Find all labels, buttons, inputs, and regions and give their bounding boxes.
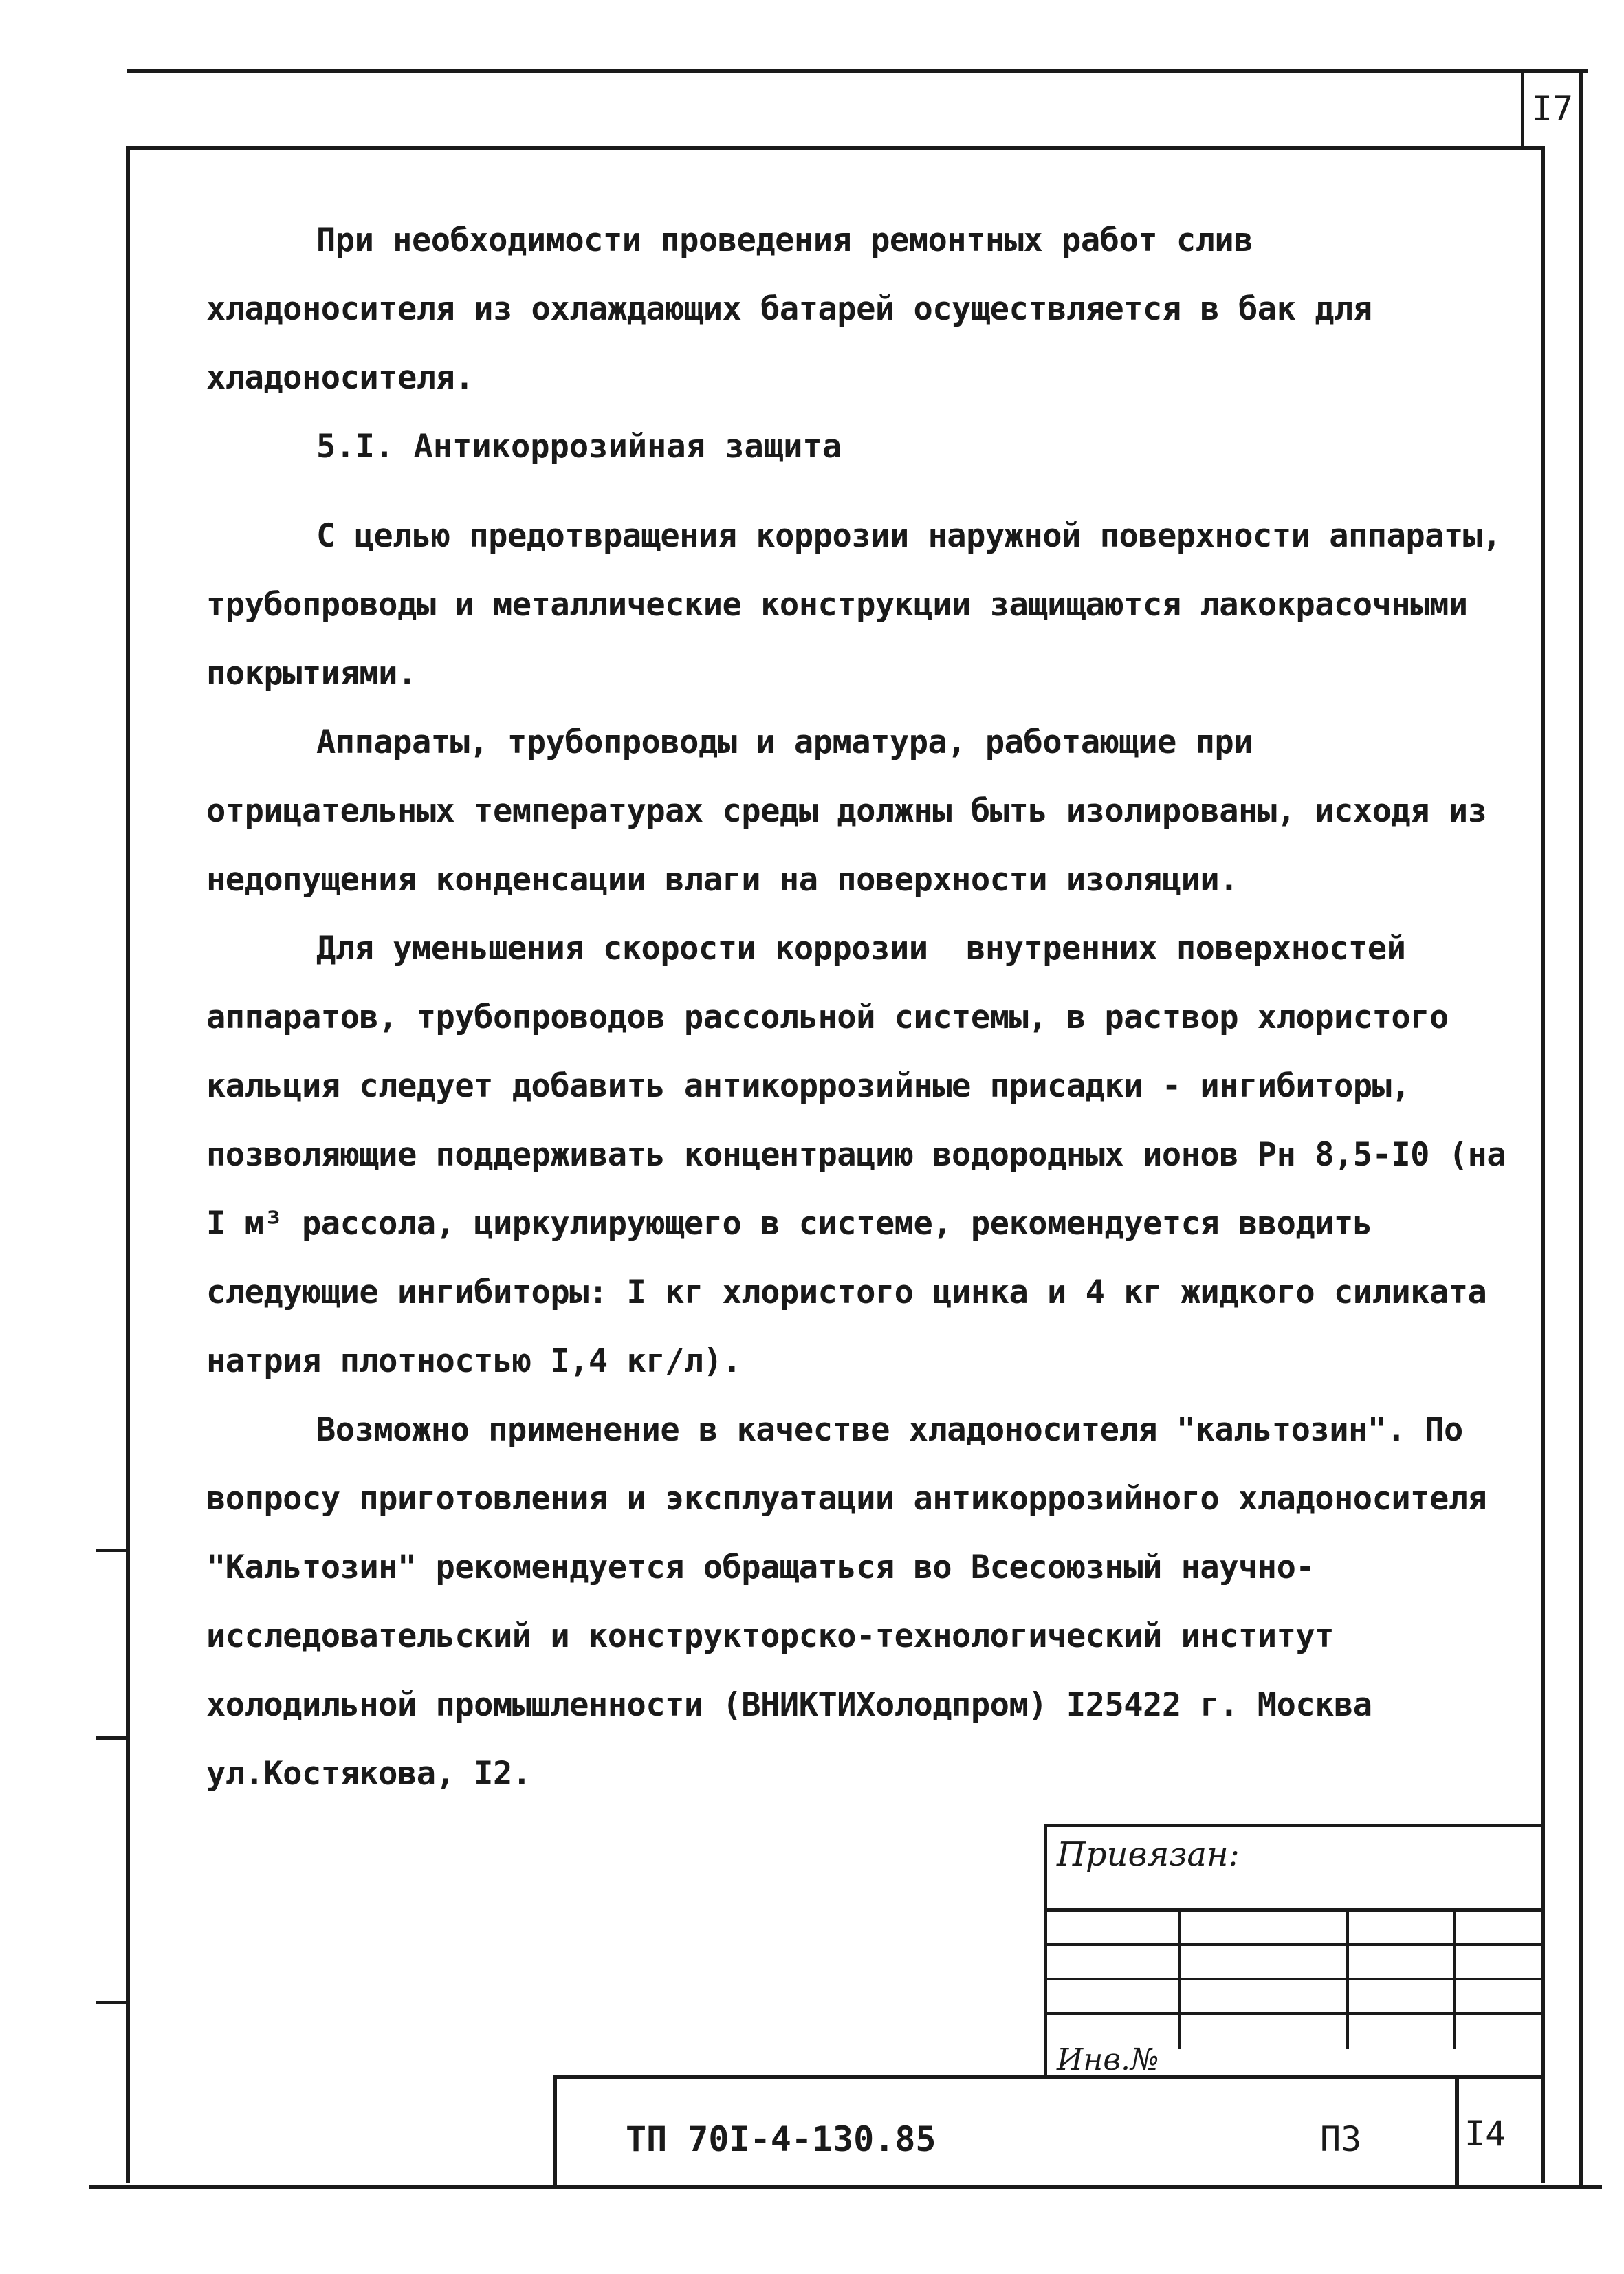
frame-inner-top <box>126 146 1542 150</box>
stamp-grid <box>1047 1912 1541 2084</box>
document-body <box>206 206 1525 1808</box>
paragraph-kaltozin: Возможно применение в качестве хладоносителя "кальтозин". По вопросу приготовления и эксплуатации антикоррозийного хладоносителя "Кальтозин" рекомендуется обращаться во Всесоюзный научно-исследовательский и конструкторско-технологический институт холодильной промышленности (ВНИКТИХолодпром) I25422 г. Москва ул.Костякова, I2. <box>206 1411 1506 1793</box>
stamp-column-divider <box>1178 1912 1181 2049</box>
frame-inner-left <box>126 148 130 2183</box>
margin-tick <box>96 1736 129 1740</box>
stamp-inventory-label: Инв.№ <box>1057 2042 1159 2077</box>
frame-outer-right <box>1579 69 1583 2187</box>
margin-tick <box>96 2001 129 2004</box>
stamp-column-divider <box>1346 1912 1349 2049</box>
paragraph-inhibitors: Для уменьшения скорости коррозии внутренних поверхностей аппаратов, трубопроводов рассольной системы, в раствор хлористого кальция следует добавить антикоррозийные присадки - ингибиторы, позволяющие поддерживать концентрацию водородных ионов Рн 8,5-I0 (на I м³ рассола, циркулирующего в системе, рекомендуется вводить следующие ингибиторы: I кг хлористого цинка и 4 кг жидкого силиката натрия плотностью I,4 кг/л). <box>206 930 1525 1380</box>
title-block-divider <box>1455 2079 1459 2189</box>
approval-stamp <box>1044 1824 1541 2079</box>
stamp-row <box>1047 1980 1541 2015</box>
margin-tick <box>96 1549 129 1552</box>
stamp-column-divider <box>1453 1912 1456 2049</box>
paragraph-external-corrosion: С целью предотвращения коррозии наружной поверхности аппараты, трубопроводы и металлические конструкции защищаются лакокрасочными покрытиями. <box>206 517 1521 692</box>
paragraph-repair-drain: При необходимости проведения ремонтных работ слив хладоносителя из охлаждающих батарей осуществляется в бак для хладоносителя. <box>206 221 1392 397</box>
document-type: ПЗ <box>1320 2119 1362 2159</box>
document-code: ТП 70I-4-130.85 <box>626 2119 936 2159</box>
paragraph-insulation: Аппараты, трубопроводы и арматура, работающие при отрицательных температурах среды должны быть изолированы, исходя из недопущения конденсации влаги на поверхности изоляции. <box>206 723 1506 899</box>
stamp-header: Привязан: <box>1047 1827 1541 1912</box>
title-block <box>553 2075 1543 2187</box>
stamp-row <box>1047 1946 1541 1980</box>
sheet-number: I4 <box>1464 2114 1506 2154</box>
page-number: I7 <box>1531 89 1574 129</box>
frame-top-rule <box>127 69 1588 73</box>
stamp-row <box>1047 1912 1541 1946</box>
section-heading: 5.I. Антикоррозийная защита <box>316 428 842 466</box>
